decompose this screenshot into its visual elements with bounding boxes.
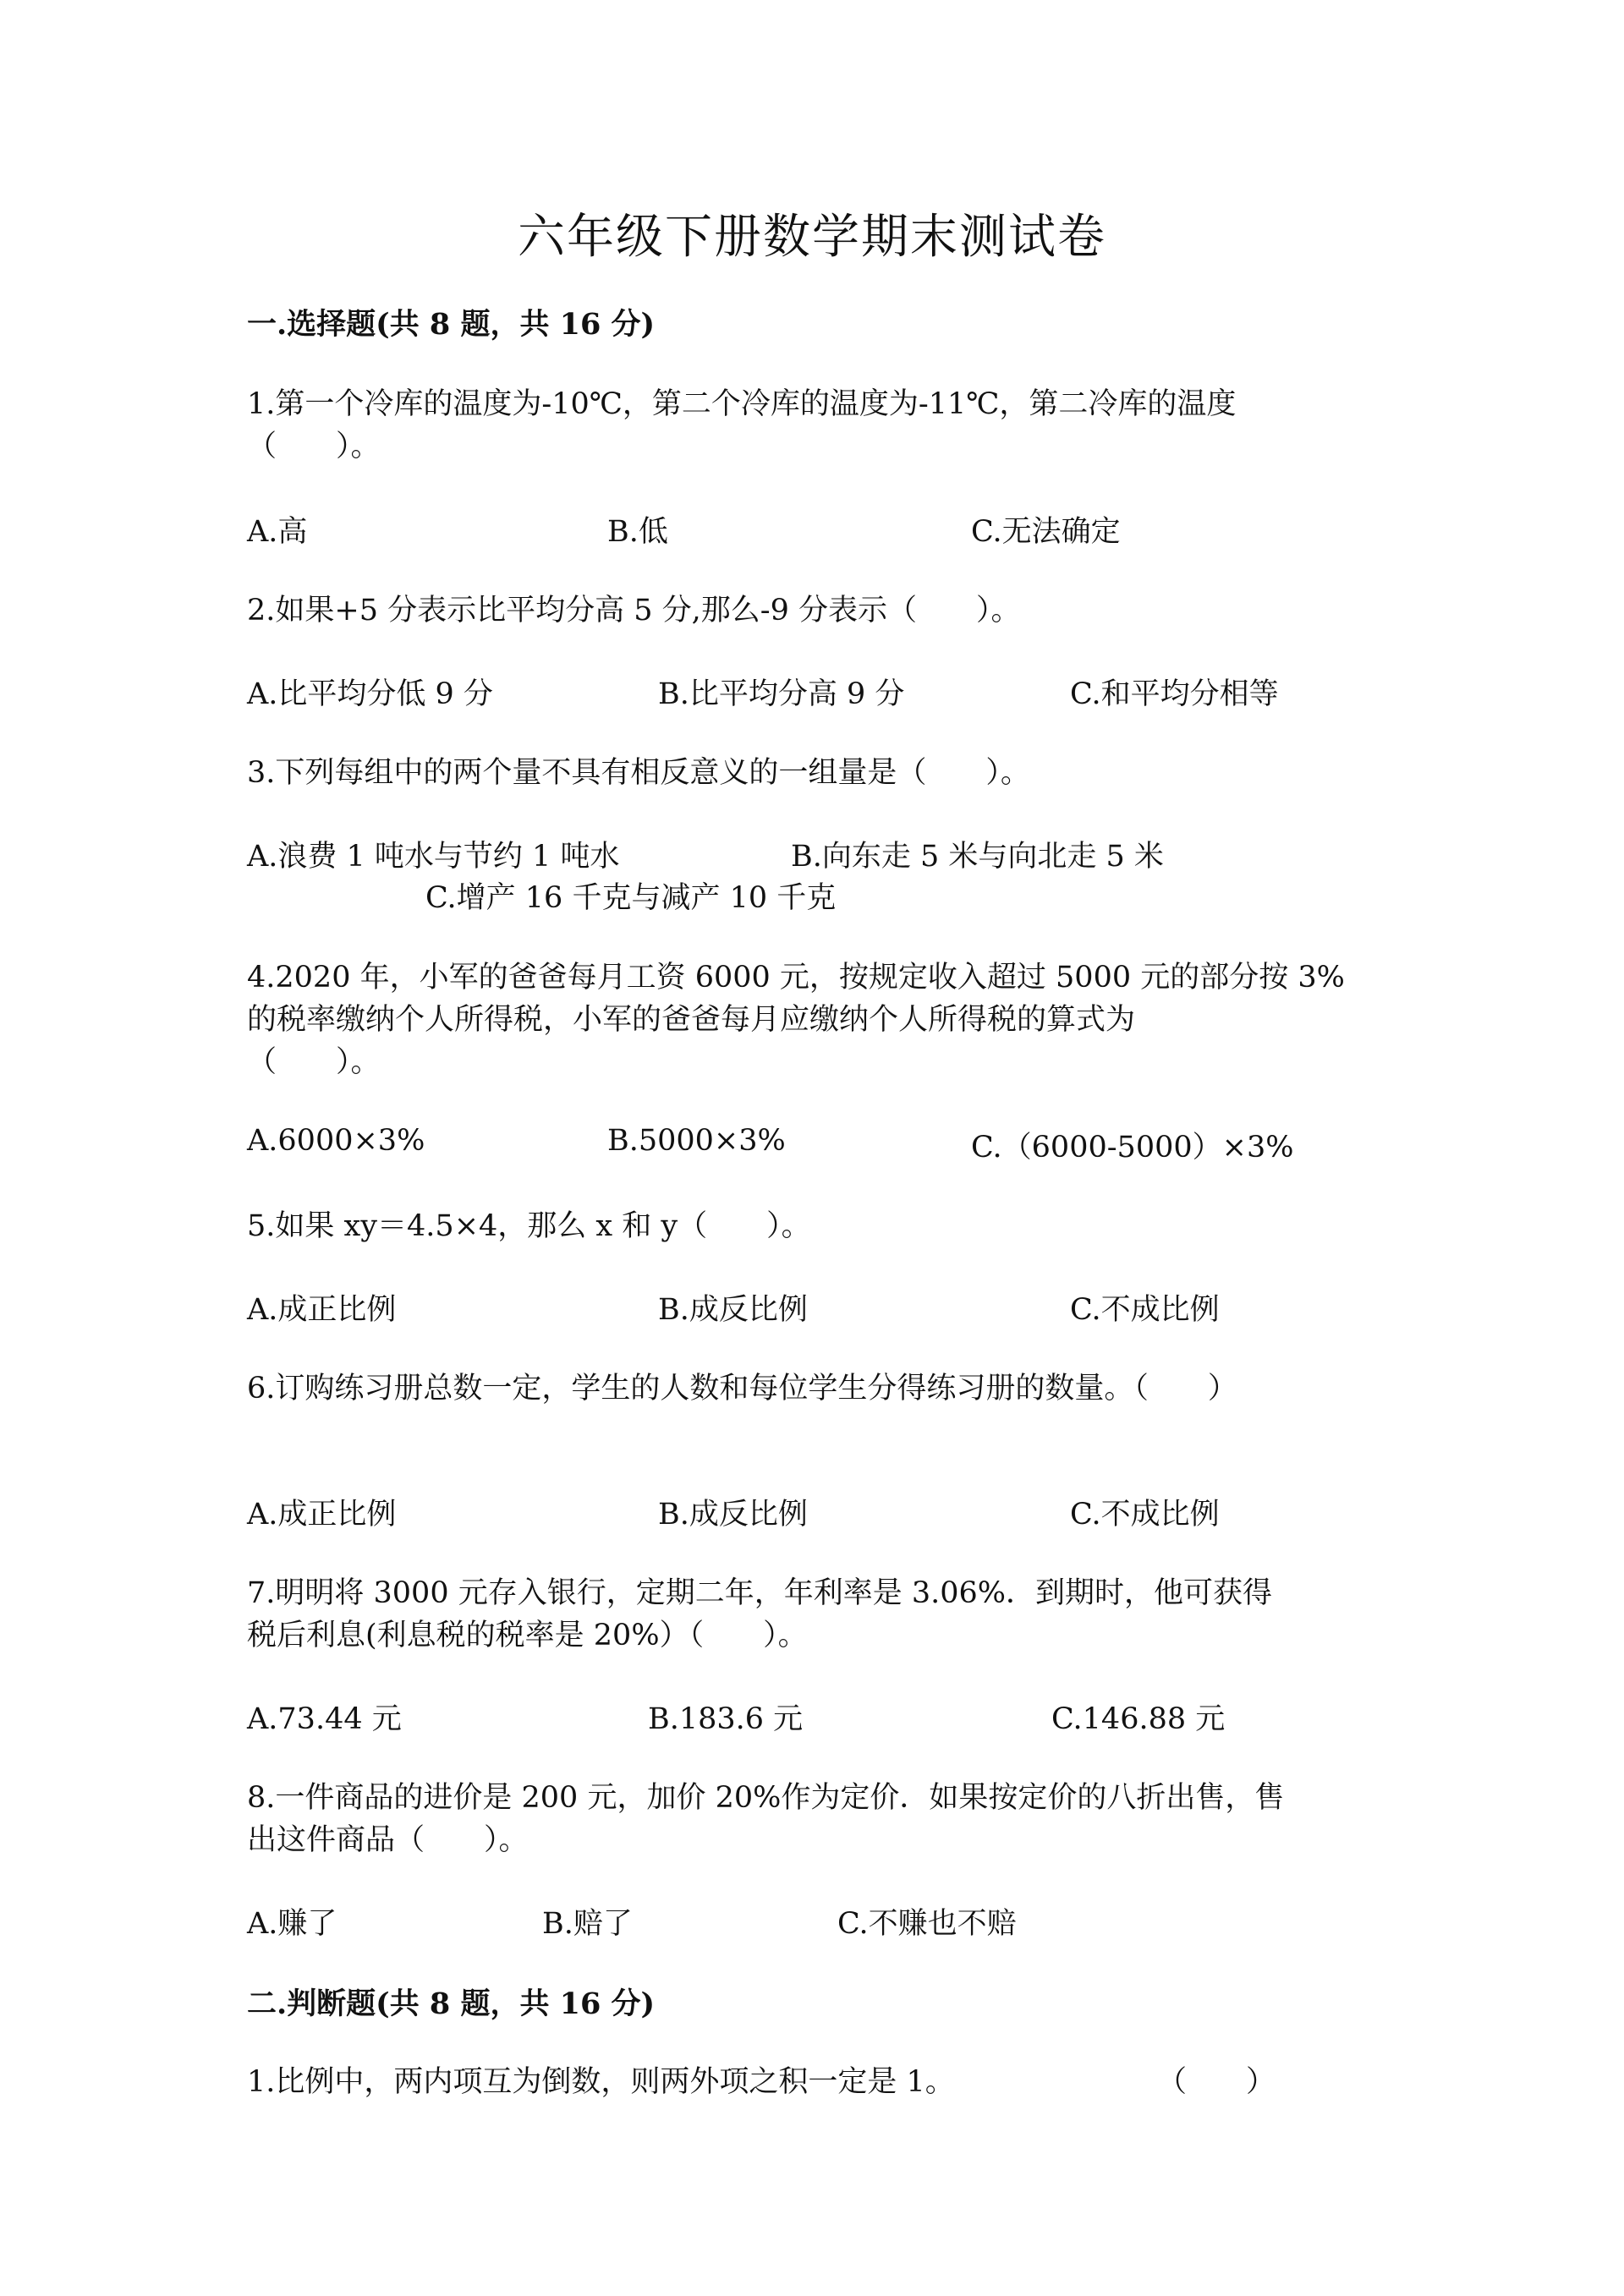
question-8-option-a[interactable]: A.赚了: [247, 1907, 337, 1941]
question-2-option-a[interactable]: A.比平均分低 9 分: [247, 677, 493, 711]
question-5-option-b[interactable]: B.成反比例: [658, 1293, 808, 1327]
question-1-stem: [247, 383, 1389, 468]
page-title: 六年级下册数学期末测试卷: [518, 210, 1106, 265]
question-5-option-a[interactable]: A.成正比例: [247, 1293, 397, 1327]
question-2-option-c[interactable]: C.和平均分相等: [1070, 677, 1279, 711]
question-7-option-b[interactable]: B.183.6 元: [648, 1702, 804, 1736]
question-4-stem-line: （ ）。: [247, 1045, 381, 1079]
question-7-stem-line: 7.明明将 3000 元存入银行，定期二年，年利率是 3.06%．到期时，他可获得: [247, 1576, 1273, 1610]
question-7-option-c[interactable]: C.146.88 元: [1051, 1702, 1226, 1736]
question-7-stem: [247, 1572, 1389, 1657]
question-8-stem-line: 出这件商品（ ）。: [247, 1823, 529, 1857]
section-heading-choice: 一.选择题(共 8 题，共 16 分): [247, 307, 656, 342]
question-3-stem-line: 3.下列每组中的两个量不具有相反意义的一组量是（ ）。: [247, 756, 1030, 790]
question-3-option-b[interactable]: B.向东走 5 米与向北走 5 米: [791, 840, 1164, 874]
judgment-question-1-stem-line: 1.比例中，两内项互为倒数，则两外项之积一定是 1。: [247, 2065, 955, 2099]
judgment-question-1-answer-paren[interactable]: （ ）: [1157, 2065, 1276, 2099]
question-8-stem-line: 8.一件商品的进价是 200 元，加价 20%作为定价．如果按定价的八折出售，售: [247, 1781, 1285, 1815]
question-1-option-b[interactable]: B.低: [607, 515, 668, 549]
question-8-option-c[interactable]: C.不赚也不赔: [837, 1907, 1017, 1941]
question-3-option-c[interactable]: C.增产 16 千克与减产 10 千克: [425, 881, 837, 915]
question-6-option-c[interactable]: C.不成比例: [1070, 1498, 1220, 1532]
question-2-option-b[interactable]: B.比平均分高 9 分: [658, 677, 905, 711]
question-4-stem-line: 4.2020 年，小军的爸爸每月工资 6000 元，按规定收入超过 5000 元的部分按 3%: [247, 961, 1345, 995]
question-1-option-a[interactable]: A.高: [247, 515, 308, 549]
question-4-option-b[interactable]: B.5000×3%: [607, 1124, 786, 1158]
question-5-stem: [247, 1205, 1389, 1247]
question-1-stem-line: （ ）。: [247, 430, 381, 463]
question-2-stem-line: 2.如果+5 分表示比平均分高 5 分,那么-9 分表示（ ）。: [247, 594, 1021, 627]
question-6-option-a[interactable]: A.成正比例: [247, 1498, 397, 1532]
question-5-stem-line: 5.如果 xy＝4.5×4，那么 x 和 y（ ）。: [247, 1209, 811, 1243]
question-6-option-b[interactable]: B.成反比例: [658, 1498, 808, 1532]
question-4-option-c[interactable]: C.（6000-5000）×3%: [971, 1131, 1294, 1164]
question-3-stem: [247, 752, 1389, 794]
question-7-option-a[interactable]: A.73.44 元: [247, 1702, 402, 1736]
question-7-stem-line: 税后利息(利息税的税率是 20%）（ ）。: [247, 1619, 808, 1652]
question-1-option-c[interactable]: C.无法确定: [971, 515, 1121, 549]
question-6-stem: [247, 1367, 1389, 1410]
question-4-option-a[interactable]: A.6000×3%: [247, 1124, 425, 1158]
question-4-stem-line: 的税率缴纳个人所得税，小军的爸爸每月应缴纳个人所得税的算式为: [247, 1003, 1136, 1037]
question-3-option-a[interactable]: A.浪费 1 吨水与节约 1 吨水: [247, 840, 620, 874]
question-5-option-c[interactable]: C.不成比例: [1070, 1293, 1220, 1327]
question-6-stem-line: 6.订购练习册总数一定，学生的人数和每位学生分得练习册的数量。（ ）: [247, 1372, 1237, 1406]
question-2-stem: [247, 589, 1389, 632]
question-8-option-b[interactable]: B.赔了: [542, 1907, 633, 1941]
section-heading-judgment: 二.判断题(共 8 题，共 16 分): [247, 1986, 656, 2021]
question-8-stem: [247, 1777, 1389, 1861]
question-1-stem-line: 1.第一个冷库的温度为-10℃，第二个冷库的温度为-11℃，第二冷库的温度: [247, 387, 1237, 421]
question-4-stem: [247, 956, 1389, 1083]
